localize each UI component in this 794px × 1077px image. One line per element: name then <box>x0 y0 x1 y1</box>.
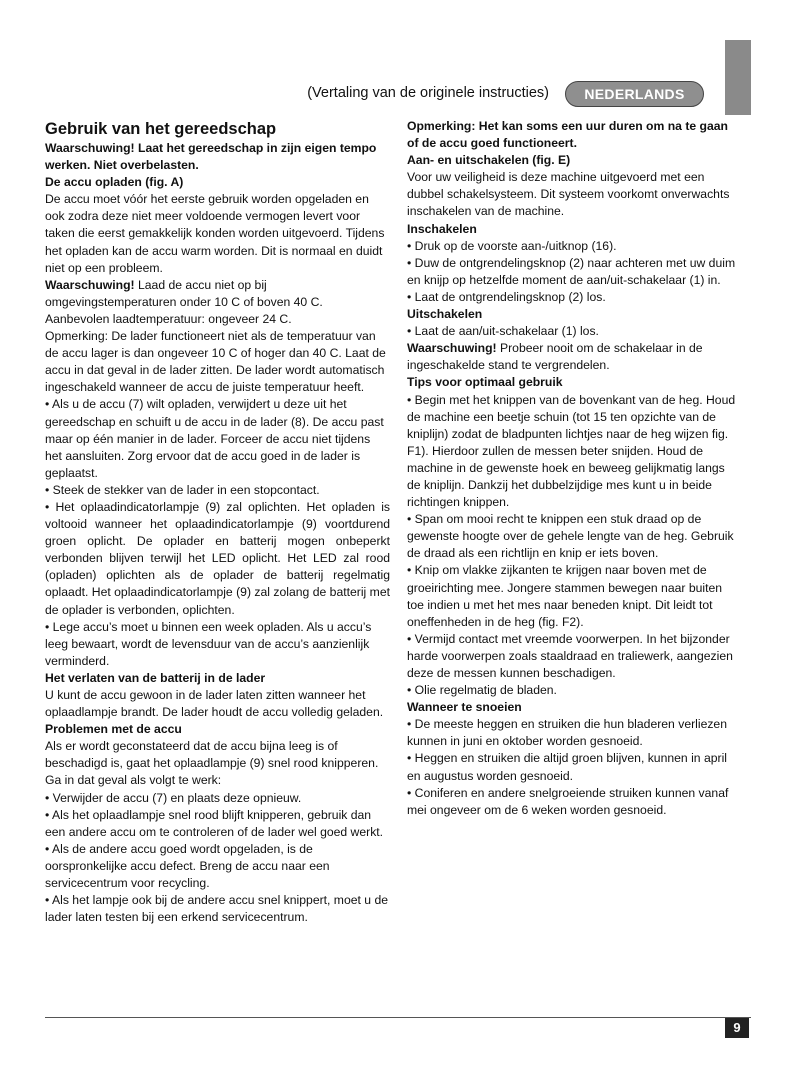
warning-text: Probeer nooit om de schakelaar in de ingeschakelde stand te vergrendelen. <box>407 341 703 373</box>
bullet-insert-battery: • Als u de accu (7) wilt opladen, verwijdert u deze uit het gereedschap en schuift u de accu in de lader (8). De accu past maar op één manier in de lader. Forceer de accu niet tijdens het aansluiten. Zorg ervoor dat de accu goed in de lader is geplaatst. <box>45 397 384 480</box>
side-tab-marker <box>725 40 751 115</box>
paragraph-switching: Voor uw veiligheid is deze machine uitgevoerd met een dubbel schakelsysteem. Dit systeem voorkomt onverwachts inschakelen van de machine. <box>407 170 730 219</box>
bullet-defect: • Als de andere accu goed wordt opgeladen, is de oorspronkelijke accu defect. Breng de accu naar een servicecentrum voor recycling. <box>45 841 330 891</box>
note-battery-check: Opmerking: Het kan soms een uur duren om na te gaan of de accu goed functioneert. <box>407 119 729 151</box>
warning-overload: Waarschuwing! Laat het gereedschap in zijn eigen tempo werken. Niet overbelasten. <box>45 141 377 173</box>
header-subtitle: (Vertaling van de originele instructies) <box>307 85 549 101</box>
paragraph-charge-intro: De accu moet vóór het eerste gebruik worden opgeladen en ook zodra deze niet meer voldoende vermogen levert voor taken die eerst gemakkelijk konden worden uitgevoerd. Tijdens het opladen kan de accu warm worden. Dit is normaal en duidt niet op een probleem. <box>45 192 385 275</box>
tip-2: • Span om mooi recht te knippen een stuk draad op de gewenste hoogte over de gehele lengte van de heg. Gebruik de draad als een richtlijn en knip er iets boven. <box>407 512 734 561</box>
heading-switch-off: Uitschakelen <box>407 307 483 322</box>
tip-1: • Begin met het knippen van de bovenkant van de heg. Houd de machine een beetje schuin (tot 15 ten opzichte van de kniplijn) zodat de bladpunten lichtjes naar de heg wijzen fig. F1). Hierdoor zullen de messen beter snijden. Houd de machine in de gewenste hoek en beweeg gelijkmatig langs de kniplijn. Dankzij het dubbelzijdige mes kunt u in beide richtingen knippen. <box>407 392 736 510</box>
bullet-service: • Als het lampje ook bij de andere accu snel knippert, moet u de lader laten testen bij een erkend servicecentrum. <box>45 893 389 925</box>
bullet-on-1: • Druk op de voorste aan-/uitknop (16). <box>407 238 617 253</box>
heading-tips: Tips voor optimaal gebruik <box>407 375 563 390</box>
paragraph-charger-note: Opmerking: De lader functioneert niet als de temperatuur van de accu lager is dan ongeveer 10 C of hoger dan 40 C. Laat de accu in dat geval in de lader zitten. De lader wordt automatisch ingeschakeld wanneer de accu de juiste temperatuur heeft. <box>45 329 386 395</box>
heading-leave-battery: Het verlaten van de batterij in de lader <box>45 670 266 685</box>
paragraph-recommended-temp: Aanbevolen laadtemperatuur: ongeveer 24 C. <box>45 311 292 326</box>
heading-switching: Aan- en uitschakelen (fig. E) <box>407 153 571 168</box>
bullet-plug-in: • Steek de stekker van de lader in een stopcontact. <box>45 482 320 497</box>
bullet-empty-battery: • Lege accu’s moet u binnen een week opladen. Als u accu’s leeg bewaart, wordt de levensduur van de accu’s aanzienlijk verminderd. <box>45 619 372 668</box>
tip-4: • Vermijd contact met vreemde voorwerpen. In het bijzonder harde voorwerpen zoals staaldraad en traliewerk, aangezien deze de messen kunnen beschadigen. <box>407 631 733 680</box>
section-title: Gebruik van het gereedschap <box>45 120 277 138</box>
when-1: • De meeste heggen en struiken die hun bladeren verliezen kunnen in juni en oktober worden gesnoeid. <box>407 717 727 749</box>
page-number: 9 <box>725 1018 749 1038</box>
warning-label: Waarschuwing! <box>407 341 497 356</box>
warning-label: Waarschuwing! <box>45 277 135 292</box>
bullet-indicator: • Het oplaadindicatorlampje (9) zal oplichten. Het opladen is voltooid wanneer het oplaadindicatorlampje (9) voortdurend groen oplicht. De oplader en batterij mogen onbeperkt verbonden blijven terwijl het LED oplicht. Het LED zal rood (opladen) oplichten als de oplader de batterij regelmatig oplaadt. Het oplaadindicatorlampje (9) zal zolang de batterij met de oplader is verbonden, oplichten. <box>45 499 390 617</box>
paragraph-leave-battery: U kunt de accu gewoon in de lader laten zitten wanneer het oplaadlampje brandt. De lader houdt de accu volledig geladen. <box>45 688 384 720</box>
paragraph-problems: Als er wordt geconstateerd dat de accu bijna leeg is of beschadigd is, gaat het oplaadlampje (9) snel rood knipperen. Ga in dat geval als volgt te werk: <box>45 739 379 788</box>
bullet-off-1: • Laat de aan/uit-schakelaar (1) los. <box>407 324 599 339</box>
bullet-other-battery: • Als het oplaadlampje snel rood blijft knipperen, gebruik dan een andere accu om te controleren of de lader wel goed werkt. <box>45 807 384 839</box>
bullet-on-3: • Laat de ontgrendelingsknop (2) los. <box>407 289 606 304</box>
footer-divider <box>45 1017 751 1018</box>
when-2: • Heggen en struiken die altijd groen blijven, kunnen in april en augustus worden gesnoeid. <box>407 751 727 783</box>
language-badge: NEDERLANDS <box>565 81 704 107</box>
warning-lock <box>407 340 737 374</box>
heading-battery-problems: Problemen met de accu <box>45 722 182 737</box>
bullet-on-2: • Duw de ontgrendelingsknop (2) naar achteren met uw duim en knijp op hetzelfde moment de aan/uit-schakelaar (1) in. <box>407 255 736 287</box>
heading-when-to-prune: Wanneer te snoeien <box>407 700 522 715</box>
warning-temperature <box>45 277 390 311</box>
tip-5: • Olie regelmatig de bladen. <box>407 683 557 698</box>
warning-text: Laad de accu niet op bij omgevingstemperaturen onder 10 C of boven 40 C. <box>45 277 323 309</box>
right-column <box>407 118 737 819</box>
when-3: • Coniferen en andere snelgroeiende struiken kunnen vanaf mei ongeveer om de 6 weken worden gesnoeid. <box>407 785 729 817</box>
heading-switch-on: Inschakelen <box>407 221 477 236</box>
left-column <box>45 118 390 926</box>
tip-3: • Knip om vlakke zijkanten te krijgen naar boven met de groeirichting mee. Jongere stammen bewegen naar buiten toe indien u met het mes naar beneden knipt. Dit leidt tot oneffenheden in de heg (fig. F2). <box>407 563 723 629</box>
heading-charge-battery: De accu opladen (fig. A) <box>45 175 184 190</box>
bullet-reinsert: • Verwijder de accu (7) en plaats deze opnieuw. <box>45 790 302 805</box>
